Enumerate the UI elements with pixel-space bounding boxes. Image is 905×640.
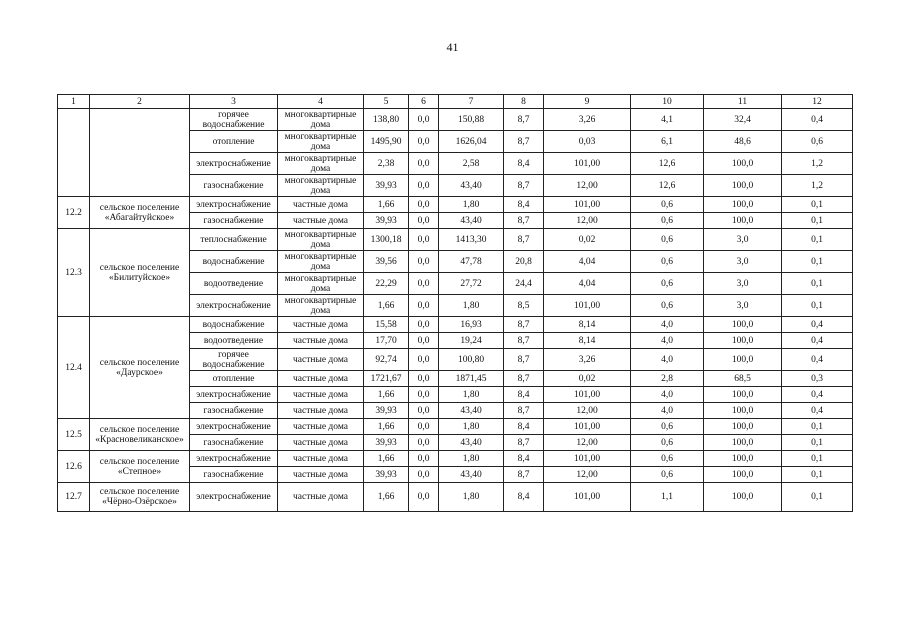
- resource-cell: электроснабжение: [190, 483, 278, 512]
- value-cell: 0,4: [782, 109, 853, 131]
- value-cell: 1871,45: [439, 371, 504, 387]
- value-cell: 1721,67: [364, 371, 409, 387]
- value-cell: 8,4: [504, 451, 544, 467]
- tariff-table: [57, 94, 853, 512]
- table-row: [58, 229, 853, 251]
- value-cell: 101,00: [544, 483, 631, 512]
- value-cell: 43,40: [439, 467, 504, 483]
- value-cell: 0,0: [409, 333, 439, 349]
- value-cell: 8,7: [504, 371, 544, 387]
- value-cell: 1,66: [364, 387, 409, 403]
- value-cell: 0,0: [409, 349, 439, 371]
- consumer-cell: частные дома: [278, 349, 364, 371]
- value-cell: 1,80: [439, 197, 504, 213]
- group-number: 12.4: [58, 317, 90, 419]
- value-cell: 0,1: [782, 229, 853, 251]
- value-cell: 100,0: [704, 333, 782, 349]
- column-header: 11: [704, 95, 782, 109]
- value-cell: 0,1: [782, 273, 853, 295]
- resource-cell: электроснабжение: [190, 419, 278, 435]
- value-cell: 8,5: [504, 295, 544, 317]
- group-number: 12.2: [58, 197, 90, 229]
- value-cell: 101,00: [544, 451, 631, 467]
- table-row: [58, 197, 853, 213]
- value-cell: 4,0: [631, 333, 704, 349]
- consumer-cell: частные дома: [278, 403, 364, 419]
- value-cell: 100,0: [704, 387, 782, 403]
- consumer-cell: многоквартирные дома: [278, 251, 364, 273]
- value-cell: 101,00: [544, 153, 631, 175]
- value-cell: 39,56: [364, 251, 409, 273]
- value-cell: 1,66: [364, 483, 409, 512]
- value-cell: 100,80: [439, 349, 504, 371]
- resource-cell: электроснабжение: [190, 451, 278, 467]
- value-cell: 8,4: [504, 153, 544, 175]
- consumer-cell: многоквартирные дома: [278, 131, 364, 153]
- value-cell: 100,0: [704, 483, 782, 512]
- value-cell: 0,4: [782, 333, 853, 349]
- value-cell: 68,5: [704, 371, 782, 387]
- value-cell: 0,0: [409, 317, 439, 333]
- value-cell: 39,93: [364, 213, 409, 229]
- value-cell: 8,7: [504, 435, 544, 451]
- value-cell: 0,0: [409, 153, 439, 175]
- value-cell: 0,6: [631, 419, 704, 435]
- value-cell: 100,0: [704, 451, 782, 467]
- value-cell: 1,80: [439, 451, 504, 467]
- value-cell: 39,93: [364, 435, 409, 451]
- value-cell: 1,2: [782, 175, 853, 197]
- settlement-name: сельское поселение «Билитуйское»: [90, 229, 190, 317]
- value-cell: 0,1: [782, 419, 853, 435]
- value-cell: 1,1: [631, 483, 704, 512]
- value-cell: 0,0: [409, 109, 439, 131]
- value-cell: 0,6: [631, 467, 704, 483]
- value-cell: 0,02: [544, 229, 631, 251]
- consumer-cell: многоквартирные дома: [278, 229, 364, 251]
- value-cell: 39,93: [364, 403, 409, 419]
- value-cell: 1495,90: [364, 131, 409, 153]
- value-cell: 0,6: [631, 295, 704, 317]
- consumer-cell: частные дома: [278, 333, 364, 349]
- value-cell: 4,0: [631, 317, 704, 333]
- consumer-cell: многоквартирные дома: [278, 295, 364, 317]
- resource-cell: газоснабжение: [190, 175, 278, 197]
- value-cell: 8,4: [504, 419, 544, 435]
- table-row: [58, 451, 853, 467]
- value-cell: 0,0: [409, 435, 439, 451]
- value-cell: 3,0: [704, 229, 782, 251]
- value-cell: 101,00: [544, 387, 631, 403]
- value-cell: 12,00: [544, 435, 631, 451]
- value-cell: 0,6: [782, 131, 853, 153]
- table-row: [58, 483, 853, 512]
- resource-cell: водоснабжение: [190, 317, 278, 333]
- value-cell: 20,8: [504, 251, 544, 273]
- value-cell: 17,70: [364, 333, 409, 349]
- value-cell: 12,6: [631, 153, 704, 175]
- value-cell: 100,0: [704, 403, 782, 419]
- value-cell: 12,00: [544, 467, 631, 483]
- column-header: 5: [364, 95, 409, 109]
- settlement-name: сельское поселение «Даурское»: [90, 317, 190, 419]
- value-cell: 0,4: [782, 387, 853, 403]
- value-cell: 100,0: [704, 467, 782, 483]
- value-cell: 32,4: [704, 109, 782, 131]
- value-cell: 8,4: [504, 197, 544, 213]
- value-cell: 0,0: [409, 387, 439, 403]
- value-cell: 1,66: [364, 197, 409, 213]
- value-cell: 8,4: [504, 483, 544, 512]
- value-cell: 4,1: [631, 109, 704, 131]
- value-cell: 2,8: [631, 371, 704, 387]
- column-header: 3: [190, 95, 278, 109]
- value-cell: 8,7: [504, 131, 544, 153]
- resource-cell: водоотведение: [190, 333, 278, 349]
- value-cell: 3,0: [704, 273, 782, 295]
- value-cell: 8,7: [504, 333, 544, 349]
- value-cell: 0,0: [409, 197, 439, 213]
- column-header: 9: [544, 95, 631, 109]
- column-header: 7: [439, 95, 504, 109]
- value-cell: 0,6: [631, 273, 704, 295]
- value-cell: 8,14: [544, 333, 631, 349]
- value-cell: 0,6: [631, 435, 704, 451]
- value-cell: 39,93: [364, 175, 409, 197]
- value-cell: 0,0: [409, 251, 439, 273]
- value-cell: 3,0: [704, 295, 782, 317]
- consumer-cell: частные дома: [278, 451, 364, 467]
- value-cell: 1,80: [439, 295, 504, 317]
- consumer-cell: многоквартирные дома: [278, 153, 364, 175]
- value-cell: 1,2: [782, 153, 853, 175]
- consumer-cell: частные дома: [278, 483, 364, 512]
- value-cell: 12,00: [544, 213, 631, 229]
- value-cell: 8,7: [504, 403, 544, 419]
- value-cell: 12,00: [544, 403, 631, 419]
- value-cell: 1300,18: [364, 229, 409, 251]
- value-cell: 43,40: [439, 435, 504, 451]
- consumer-cell: частные дома: [278, 213, 364, 229]
- group-number: 12.3: [58, 229, 90, 317]
- value-cell: 0,1: [782, 467, 853, 483]
- value-cell: 0,6: [631, 197, 704, 213]
- value-cell: 0,03: [544, 131, 631, 153]
- value-cell: 138,80: [364, 109, 409, 131]
- value-cell: 19,24: [439, 333, 504, 349]
- value-cell: 1413,30: [439, 229, 504, 251]
- value-cell: 4,04: [544, 251, 631, 273]
- value-cell: 101,00: [544, 197, 631, 213]
- value-cell: 100,0: [704, 419, 782, 435]
- value-cell: 8,7: [504, 229, 544, 251]
- value-cell: 39,93: [364, 467, 409, 483]
- value-cell: 0,0: [409, 451, 439, 467]
- table-row: [58, 419, 853, 435]
- consumer-cell: частные дома: [278, 371, 364, 387]
- value-cell: 8,7: [504, 109, 544, 131]
- consumer-cell: частные дома: [278, 197, 364, 213]
- value-cell: 2,38: [364, 153, 409, 175]
- consumer-cell: частные дома: [278, 419, 364, 435]
- value-cell: 8,7: [504, 213, 544, 229]
- value-cell: 4,0: [631, 387, 704, 403]
- value-cell: 0,1: [782, 483, 853, 512]
- resource-cell: газоснабжение: [190, 467, 278, 483]
- group-number: 12.6: [58, 451, 90, 483]
- resource-cell: водоотведение: [190, 273, 278, 295]
- value-cell: 0,1: [782, 435, 853, 451]
- value-cell: 0,1: [782, 197, 853, 213]
- resource-cell: отопление: [190, 371, 278, 387]
- resource-cell: газоснабжение: [190, 213, 278, 229]
- group-number: [58, 109, 90, 197]
- value-cell: 100,0: [704, 435, 782, 451]
- value-cell: 6,1: [631, 131, 704, 153]
- value-cell: 1,80: [439, 387, 504, 403]
- value-cell: 2,58: [439, 153, 504, 175]
- header-row: [58, 95, 853, 109]
- column-header: 10: [631, 95, 704, 109]
- value-cell: 0,0: [409, 419, 439, 435]
- value-cell: 101,00: [544, 419, 631, 435]
- resource-cell: отопление: [190, 131, 278, 153]
- settlement-name: сельское поселение «Степное»: [90, 451, 190, 483]
- column-header: 4: [278, 95, 364, 109]
- consumer-cell: частные дома: [278, 387, 364, 403]
- value-cell: 8,7: [504, 349, 544, 371]
- value-cell: 43,40: [439, 403, 504, 419]
- value-cell: 12,00: [544, 175, 631, 197]
- value-cell: 3,26: [544, 349, 631, 371]
- value-cell: 1626,04: [439, 131, 504, 153]
- settlement-name: [90, 109, 190, 197]
- value-cell: 0,0: [409, 229, 439, 251]
- value-cell: 100,0: [704, 213, 782, 229]
- resource-cell: газоснабжение: [190, 435, 278, 451]
- column-header: 2: [90, 95, 190, 109]
- value-cell: 0,1: [782, 251, 853, 273]
- value-cell: 0,6: [631, 213, 704, 229]
- value-cell: 0,0: [409, 403, 439, 419]
- value-cell: 1,80: [439, 483, 504, 512]
- value-cell: 0,0: [409, 131, 439, 153]
- value-cell: 0,0: [409, 175, 439, 197]
- value-cell: 4,0: [631, 403, 704, 419]
- column-header: 6: [409, 95, 439, 109]
- value-cell: 0,1: [782, 451, 853, 467]
- value-cell: 0,0: [409, 213, 439, 229]
- value-cell: 8,7: [504, 175, 544, 197]
- value-cell: 1,66: [364, 451, 409, 467]
- value-cell: 100,0: [704, 349, 782, 371]
- value-cell: 22,29: [364, 273, 409, 295]
- resource-cell: газоснабжение: [190, 403, 278, 419]
- resource-cell: электроснабжение: [190, 197, 278, 213]
- value-cell: 43,40: [439, 213, 504, 229]
- resource-cell: горячее водоснабжение: [190, 349, 278, 371]
- value-cell: 3,0: [704, 251, 782, 273]
- consumer-cell: частные дома: [278, 435, 364, 451]
- resource-cell: теплоснабжение: [190, 229, 278, 251]
- value-cell: 8,14: [544, 317, 631, 333]
- group-number: 12.5: [58, 419, 90, 451]
- value-cell: 1,66: [364, 419, 409, 435]
- value-cell: 4,04: [544, 273, 631, 295]
- value-cell: 0,6: [631, 451, 704, 467]
- value-cell: 0,0: [409, 295, 439, 317]
- value-cell: 43,40: [439, 175, 504, 197]
- value-cell: 0,0: [409, 273, 439, 295]
- value-cell: 16,93: [439, 317, 504, 333]
- value-cell: 0,4: [782, 317, 853, 333]
- value-cell: 12,6: [631, 175, 704, 197]
- value-cell: 47,78: [439, 251, 504, 273]
- column-header: 12: [782, 95, 853, 109]
- table-row: [58, 109, 853, 131]
- table-row: [58, 317, 853, 333]
- value-cell: 8,7: [504, 317, 544, 333]
- table-body: [58, 109, 853, 512]
- value-cell: 48,6: [704, 131, 782, 153]
- consumer-cell: частные дома: [278, 317, 364, 333]
- value-cell: 8,7: [504, 467, 544, 483]
- page-number: 41: [446, 40, 459, 54]
- value-cell: 92,74: [364, 349, 409, 371]
- settlement-name: сельское поселение «Абагайтуйское»: [90, 197, 190, 229]
- column-header: 1: [58, 95, 90, 109]
- settlement-name: сельское поселение «Чёрно-Озёрское»: [90, 483, 190, 512]
- value-cell: 0,3: [782, 371, 853, 387]
- value-cell: 15,58: [364, 317, 409, 333]
- value-cell: 1,80: [439, 419, 504, 435]
- value-cell: 24,4: [504, 273, 544, 295]
- group-number: 12.7: [58, 483, 90, 512]
- value-cell: 0,1: [782, 295, 853, 317]
- value-cell: 1,66: [364, 295, 409, 317]
- value-cell: 0,02: [544, 371, 631, 387]
- value-cell: 4,0: [631, 349, 704, 371]
- settlement-name: сельское поселение «Красновеликанское»: [90, 419, 190, 451]
- column-header: 8: [504, 95, 544, 109]
- value-cell: 100,0: [704, 317, 782, 333]
- value-cell: 0,6: [631, 251, 704, 273]
- value-cell: 0,6: [631, 229, 704, 251]
- value-cell: 0,4: [782, 349, 853, 371]
- resource-cell: электроснабжение: [190, 387, 278, 403]
- consumer-cell: многоквартирные дома: [278, 273, 364, 295]
- resource-cell: водоснабжение: [190, 251, 278, 273]
- resource-cell: горячее водоснабжение: [190, 109, 278, 131]
- value-cell: 0,4: [782, 403, 853, 419]
- value-cell: 3,26: [544, 109, 631, 131]
- consumer-cell: многоквартирные дома: [278, 109, 364, 131]
- value-cell: 150,88: [439, 109, 504, 131]
- value-cell: 27,72: [439, 273, 504, 295]
- value-cell: 0,0: [409, 371, 439, 387]
- value-cell: 100,0: [704, 175, 782, 197]
- consumer-cell: многоквартирные дома: [278, 175, 364, 197]
- value-cell: 101,00: [544, 295, 631, 317]
- value-cell: 8,4: [504, 387, 544, 403]
- resource-cell: электроснабжение: [190, 295, 278, 317]
- consumer-cell: частные дома: [278, 467, 364, 483]
- resource-cell: электроснабжение: [190, 153, 278, 175]
- value-cell: 0,1: [782, 213, 853, 229]
- value-cell: 100,0: [704, 153, 782, 175]
- value-cell: 0,0: [409, 483, 439, 512]
- value-cell: 100,0: [704, 197, 782, 213]
- value-cell: 0,0: [409, 467, 439, 483]
